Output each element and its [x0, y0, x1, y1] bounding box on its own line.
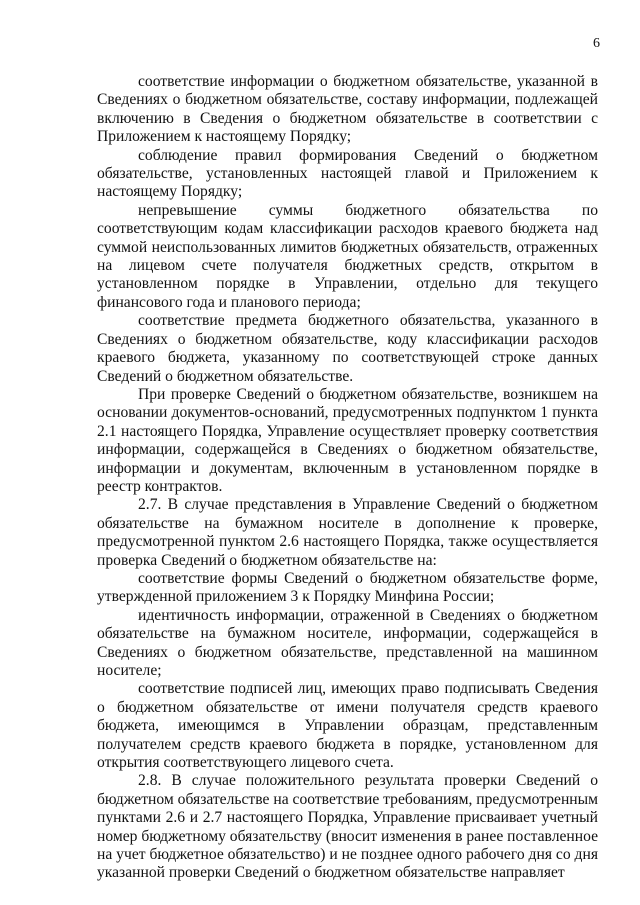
paragraph-7: соответствие формы Сведений о бюджетном обязательстве форме, утвержденной приложением 3 к Порядку Минфина России;	[97, 569, 598, 606]
paragraph-6: 2.7. В случае представления в Управление Сведений о бюджетном обязательстве на бумажном носителе в дополнение к проверке, предусмотренной пунктом 2.6 настоящего Порядка, также осуществляется проверка Сведений о бюджетном обязательстве на:	[97, 496, 598, 569]
page-number: 6	[593, 36, 600, 51]
paragraph-2: соблюдение правил формирования Сведений о бюджетном обязательстве, установленных настоящей главой и Приложением к настоящему Порядку;	[97, 146, 598, 201]
paragraph-4: соответствие предмета бюджетного обязательства, указанного в Сведениях о бюджетном обязательстве, коду классификации расходов краевого бюджета, указанному по соответствующей строке данных Сведений о бюджетном обязательстве.	[97, 312, 598, 385]
paragraph-1: соответствие информации о бюджетном обязательстве, указанной в Сведениях о бюджетном обязательстве, составу информации, подлежащей включению в Сведения о бюджетном обязательстве в соответствии с Приложением к настоящему Порядку;	[97, 73, 598, 146]
paragraph-3: непревышение суммы бюджетного обязательства по соответствующим кодам классификации расходов краевого бюджета над суммой неиспользованных лимитов бюджетных обязательств, отраженных на лицевом счете получателя бюджетных средств, открытом в установленном порядке в Управлении, отдельно для текущего финансового года и планового периода;	[97, 201, 598, 311]
paragraph-9: соответствие подписей лиц, имеющих право подписывать Сведения о бюджетном обязательстве от имени получателя средств краевого бюджета, имеющимся в Управлении образцам, представленным получателем средств краевого бюджета в порядке, установленном для открытия соответствующего лицевого счета.	[97, 680, 598, 772]
paragraph-8: идентичность информации, отраженной в Сведениях о бюджетном обязательстве на бумажном носителе, информации, содержащейся в Сведениях о бюджетном обязательстве, представленной на машинном носителе;	[97, 606, 598, 679]
document-body	[97, 73, 598, 883]
paragraph-10: 2.8. В случае положительного результата проверки Сведений о бюджетном обязательстве на соответствие требованиям, предусмотренным пунктами 2.6 и 2.7 настоящего Порядка, Управление присваивает учетный номер бюджетному обязательству (вносит изменения в ранее поставленное на учет бюджетное обязательство) и не позднее одного рабочего дня со дня указанной проверки Сведений о бюджетном обязательстве направляет	[97, 772, 598, 882]
paragraph-5: При проверке Сведений о бюджетном обязательстве, возникшем на основании документов-оснований, предусмотренных подпунктом 1 пункта 2.1 настоящего Порядка, Управление осуществляет проверку соответствия информации, содержащейся в Сведениях о бюджетном обязательстве, информации и документам, включенным в установленном порядке в реестр контрактов.	[97, 385, 598, 495]
